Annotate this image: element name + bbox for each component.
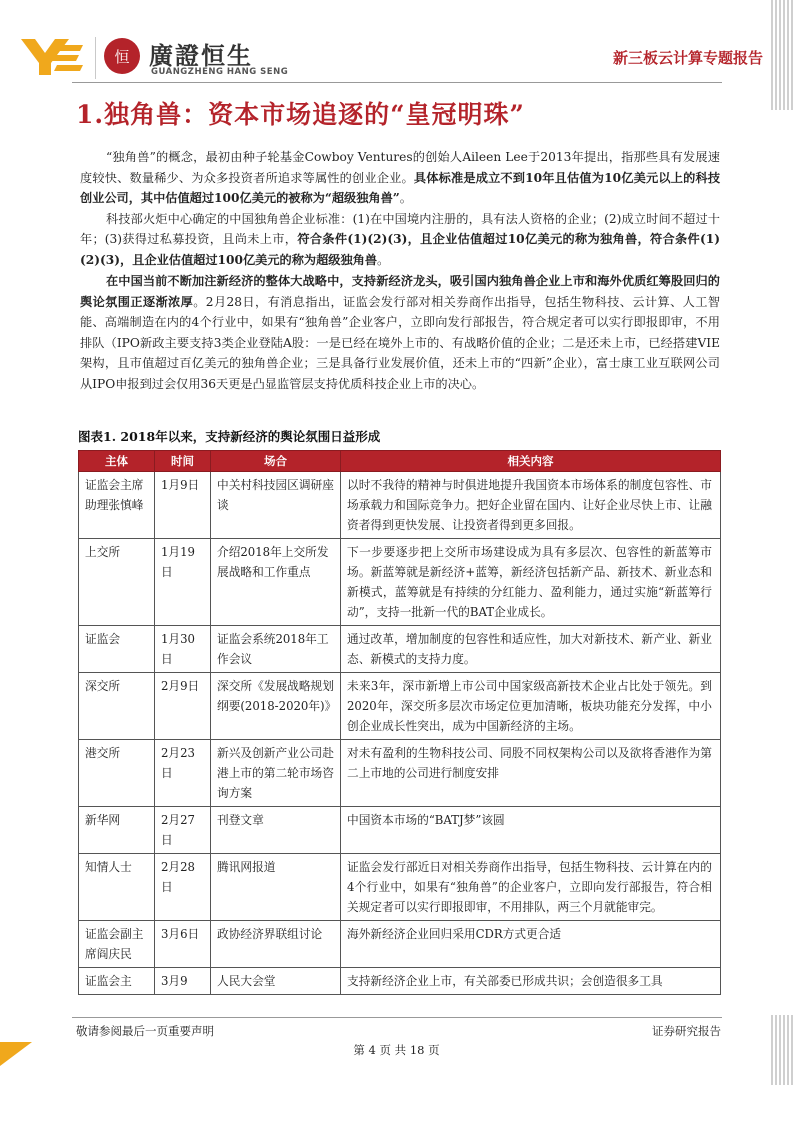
cell-date: 2月9日 <box>155 673 211 740</box>
column-header: 主体 <box>79 451 155 472</box>
disclaimer-note: 敬请参阅最后一页重要声明 <box>76 1024 214 1038</box>
seal-icon: 恒 <box>104 38 140 74</box>
cell-venue: 介绍2018年上交所发展战略和工作重点 <box>211 539 341 626</box>
page-number: 第 4 页 共 18 页 <box>353 1043 440 1057</box>
cell-entity: 证监会副主席阎庆民 <box>79 921 155 968</box>
cell-venue: 刊登文章 <box>211 807 341 854</box>
header-divider <box>72 82 722 83</box>
decorative-stripes-top <box>771 0 793 110</box>
paragraph-1: “独角兽”的概念，最初由种子轮基金Cowboy Ventures的创始人Aileen Lee于2013年提出，指那些具有发展速度较快、数量稀少、为众多投资者所追求等属性的创业企业。具体标准是成立不到10年且估值为10亿美元以上的科技创业公司，其中估值超过100亿美元的被称为“超级独角兽”。 <box>80 150 721 205</box>
paragraph-2: 科技部火炬中心确定的中国独角兽企业标准：(1)在中国境内注册的，具有法人资格的企业；(2)成立时间不超过十年；(3)获得过私募投资，且尚未上市，符合条件(1)(2)(3)，且企业估值超过10亿美元的称为独角兽，符合条件(1)(2)(3)，且企业估值超过100亿美元的称为超级独角兽。 <box>80 211 721 267</box>
brand-name-en: GUANGZHENG HANG SENG <box>151 67 289 77</box>
cell-content: 对未有盈利的生物科技公司、同股不同权架构公司以及欲将香港作为第二上市地的公司进行制度安排 <box>341 740 721 807</box>
cell-content: 以时不我待的精神与时俱进地提升我国资本市场体系的制度包容性、市场承载力和国际竞争力。把好企业留在国内、让好企业尽快上市、让融资者得到更快发展、让投资者得到更多回报。 <box>341 472 721 539</box>
report-title: 新三板云计算专题报告 <box>612 49 763 67</box>
cell-date: 1月30日 <box>155 626 211 673</box>
footer-divider <box>72 1017 722 1018</box>
cell-date: 1月9日 <box>155 472 211 539</box>
cell-date: 2月27日 <box>155 807 211 854</box>
table-header-row <box>79 451 721 472</box>
cell-date: 3月9 <box>155 968 211 995</box>
cell-date: 2月28日 <box>155 854 211 921</box>
column-header: 时间 <box>155 451 211 472</box>
cell-venue: 新兴及创新产业公司赴港上市的第二轮市场咨询方案 <box>211 740 341 807</box>
cell-entity: 上交所 <box>79 539 155 626</box>
section-title: 1.独角兽：资本市场追逐的“皇冠明珠” <box>76 100 525 129</box>
table-row <box>79 921 721 968</box>
cell-entity: 新华网 <box>79 807 155 854</box>
logo-divider <box>95 37 96 79</box>
column-header: 相关内容 <box>341 451 721 472</box>
cell-venue: 政协经济界联组讨论 <box>211 921 341 968</box>
table-row <box>79 740 721 807</box>
body-text <box>80 147 720 394</box>
brand-name: 廣證恒生 <box>149 42 253 70</box>
report-type: 证券研究报告 <box>652 1024 721 1038</box>
table-row <box>79 539 721 626</box>
cell-entity: 深交所 <box>79 673 155 740</box>
cell-venue: 证监会系统2018年工作会议 <box>211 626 341 673</box>
cell-entity: 知情人士 <box>79 854 155 921</box>
table-row <box>79 673 721 740</box>
cell-venue: 中关村科技园区调研座谈 <box>211 472 341 539</box>
cell-content: 支持新经济企业上市，有关部委已形成共识；会创造很多工具 <box>341 968 721 995</box>
cell-date: 1月19日 <box>155 539 211 626</box>
cell-entity: 港交所 <box>79 740 155 807</box>
cell-entity: 证监会主席助理张慎峰 <box>79 472 155 539</box>
table-row <box>79 807 721 854</box>
cell-venue: 深交所《发展战略规划纲要(2018-2020年)》 <box>211 673 341 740</box>
paragraph-3: 在中国当前不断加注新经济的整体大战略中，支持新经济龙头，吸引国内独角兽企业上市和海外优质红筹股回归的舆论氛围正逐渐浓厚。2月28日，有消息指出，证监会发行部对相关券商作出指导，包括生物科技、云计算、人工智能、高端制造在内的4个行业中，如果有“独角兽”企业客户，立即向发行部报告，符合规定者可以实行即报即审，不用排队（IPO新政主要支持3类企业登陆A股：一是已经在境外上市的、有战略价值的企业；二是还未上市，已经搭建VIE架构，且市值超过百亿美元的独角兽企业；三是具备行业发展价值，还未上市的“四新”企业），富士康工业互联网公司从IPO申报到过会仅用36天更是凸显监管层支持优质科技企业上市的决心。 <box>80 274 721 391</box>
cell-content: 通过改革，增加制度的包容性和适应性，加大对新技术、新产业、新业态、新模式的支持力度。 <box>341 626 721 673</box>
cell-venue: 腾讯网报道 <box>211 854 341 921</box>
policy-table <box>78 450 721 995</box>
table-row <box>79 626 721 673</box>
table-row <box>79 472 721 539</box>
cell-content: 海外新经济企业回归采用CDR方式更合适 <box>341 921 721 968</box>
cell-content: 下一步要逐步把上交所市场建设成为具有多层次、包容性的新蓝筹市场。新蓝筹就是新经济+蓝筹，新经济包括新产品、新技术、新业态和新模式，蓝筹就是有持续的分红能力、盈利能力，通过实施“新蓝筹行动”，支持一批新一代的BAT企业成长。 <box>341 539 721 626</box>
cell-content: 证监会发行部近日对相关券商作出指导，包括生物科技、云计算在内的4个行业中，如果有“独角兽”的企业客户，立即向发行部报告，符合相关规定者可以实行即报即审，不用排队，两三个月就能审完。 <box>341 854 721 921</box>
exhibit-1 <box>78 427 720 995</box>
brand-mark-icon <box>21 37 83 77</box>
cell-date: 3月6日 <box>155 921 211 968</box>
cell-date: 2月23日 <box>155 740 211 807</box>
column-header: 场合 <box>211 451 341 472</box>
cell-content: 中国资本市场的“BATJ梦”该圆 <box>341 807 721 854</box>
table-row <box>79 968 721 995</box>
cell-content: 未来3年，深市新增上市公司中国家级高新技术企业占比处于领先。到2020年，深交所多层次市场定位更加清晰，板块功能充分发挥，中小创企业成长性突出，成为中国新经济的主场。 <box>341 673 721 740</box>
cell-entity: 证监会 <box>79 626 155 673</box>
table-caption: 图表1. 2018年以来，支持新经济的舆论氛围日益形成 <box>78 429 381 444</box>
table-row <box>79 854 721 921</box>
cell-entity: 证监会主 <box>79 968 155 995</box>
cell-venue: 人民大会堂 <box>211 968 341 995</box>
